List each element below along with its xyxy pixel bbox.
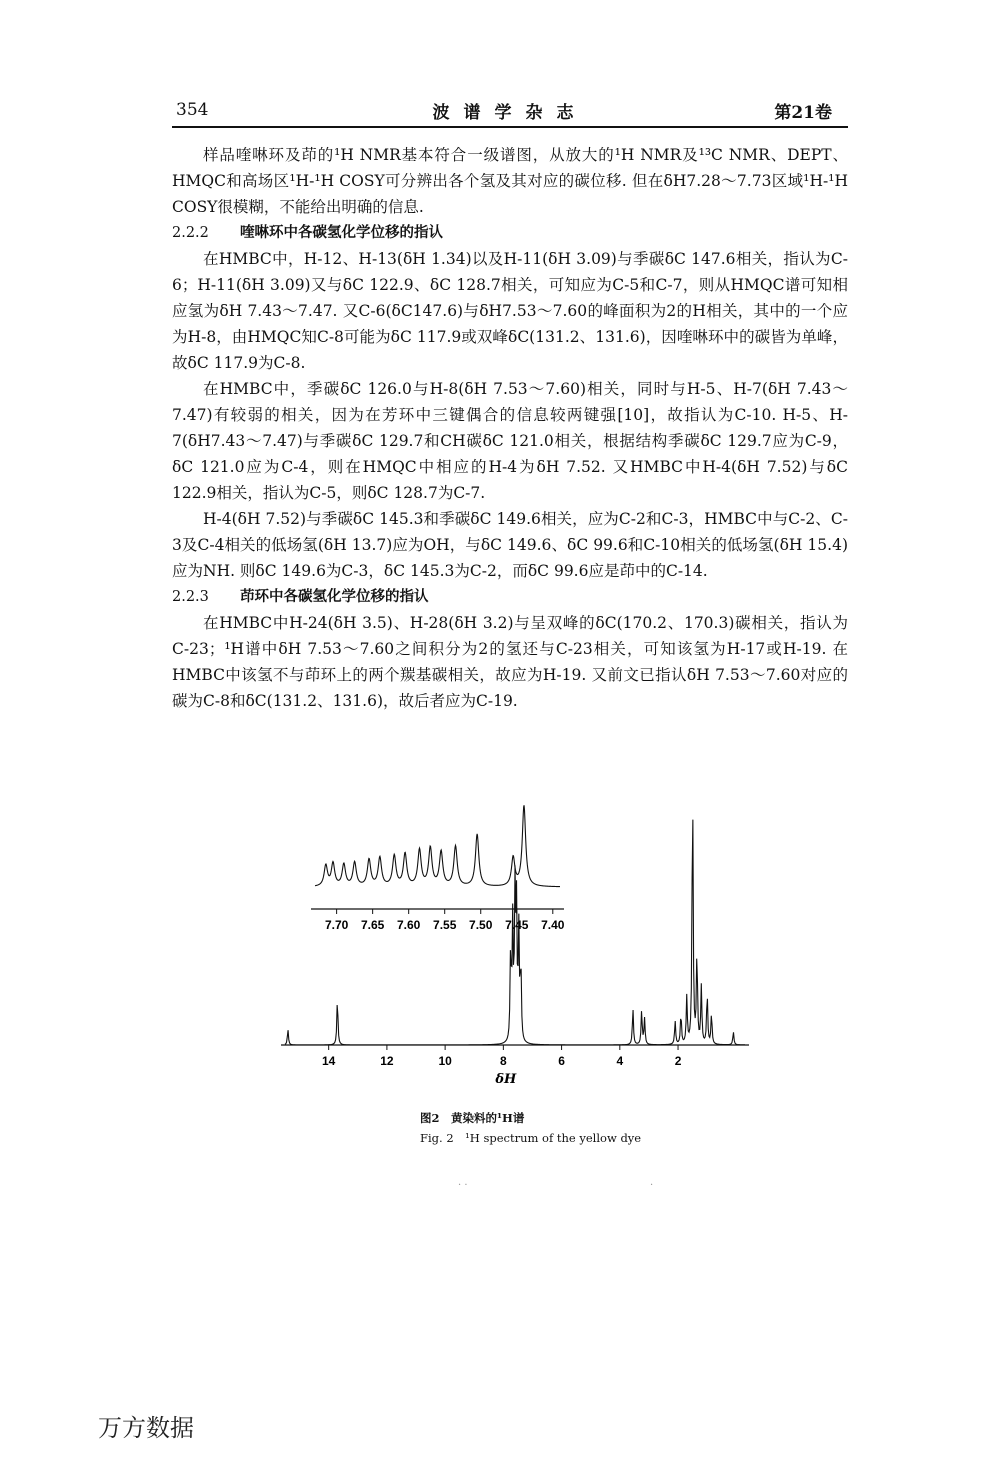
paragraph: 在HMBC中，季碳δC 126.0与H-8(δH 7.53～7.60)相关，同时与H-5、H-7(δH 7.43～7.47)有较弱的相关，因为在芳环中三键偶合的信息较两键强[10]，故指认为C-10. H-5、H-7(δH7.43～7.47)与季碳δC 129.7和CH碳δC 121.0相关，根据结构季碳δC 129.7应为C-9，δC 121.0应为C-4，则在HMQC中相应的H-4为δH 7.52. 又HMBC中H-4(δH 7.52)与δC 122.9相关，指认为C-5，则δC 128.7为C-7. bbox=[172, 380, 848, 502]
section-number: 2.2.2 bbox=[172, 225, 209, 241]
paragraph: 样品喹啉环及茚的¹H NMR基本符合一级谱图，从放大的¹H NMR及¹³C NMR、DEPT、HMQC和高场区¹H-¹H COSY可分辨出各个氢及其对应的碳位移. 但在δH7.28～7.73区域¹H-¹H COSY很模糊，不能给出明确的信息. bbox=[172, 146, 848, 216]
paragraph: 在HMBC中H-24(δH 3.5)、H-28(δH 3.2)与呈双峰的δC(170.2、170.3)碳相关，指认为C-23；¹H谱中δH 7.53～7.60之间积分为2的氢还与C-23相关，可知该氢为H-17或H-19. 在HMBC中该氢不与茚环上的两个羰基碳相关，故应为H-19. 又前文已指认δH 7.53～7.60对应的碳为C-8和δC(131.2、131.6)，故后者应为C-19. bbox=[172, 614, 848, 710]
x-tick-label: 4 bbox=[616, 1054, 624, 1068]
x-axis-label: δH bbox=[495, 1072, 517, 1087]
paragraph: 在HMBC中，H-12、H-13(δH 1.34)以及H-11(δH 3.09)与季碳δC 147.6相关，指认为C-6；H-11(δH 3.09)又与δC 122.9、δC 128.7相关，可知应为C-5和C-7，则从HMQC谱可知相应氢为δH 7.43～7.47. 又C-6(δC147.6)与δH7.53～7.60的峰面积为2的H相关，其中的一个应为H-8，由HMQC知C-8可能为δC 117.9或双峰δC(131.2、131.6)，因喹啉环中的碳皆为单峰，故δC 117.9为C-8. bbox=[172, 250, 848, 372]
section-number: 2.2.3 bbox=[172, 589, 209, 605]
section-title: 喹啉环中各碳氢化学位移的指认 bbox=[240, 224, 443, 241]
section-heading bbox=[172, 220, 848, 246]
x-tick-label: 7.70 bbox=[324, 918, 349, 932]
section-title: 茚环中各碳氢化学位移的指认 bbox=[240, 588, 429, 605]
page-number: 354 bbox=[176, 100, 209, 120]
x-tick-label: 7.65 bbox=[360, 918, 385, 932]
journal-title: 波谱学杂志 bbox=[432, 103, 588, 123]
full-spectrum-plot bbox=[281, 820, 749, 1087]
x-tick-label: 7.50 bbox=[469, 918, 493, 932]
x-tick-label: 7.55 bbox=[433, 918, 457, 932]
x-tick-label: 7.45 bbox=[505, 918, 529, 932]
caption-english: Fig. 2 ¹H spectrum of the yellow dye bbox=[420, 1131, 642, 1145]
x-tick-label: 7.60 bbox=[396, 918, 421, 932]
x-tick-label: 2 bbox=[674, 1054, 682, 1068]
volume-label: 第21卷 bbox=[774, 103, 832, 123]
x-tick-label: 10 bbox=[438, 1054, 452, 1068]
paragraph: H-4(δH 7.52)与季碳δC 145.3和季碳δC 149.6相关，应为C-2和C-3，HMBC中与C-2、C-3及C-4相关的低场氢(δH 13.7)应为OH，与δC 149.6、δC 99.6和C-10相关的低场氢(δH 15.4)应为NH. 则δC 149.6为C-3，δC 145.3为C-2，而δC 99.6应是茚中的C-14. bbox=[172, 510, 848, 580]
x-tick-label: 14 bbox=[321, 1054, 336, 1068]
spectrum-trace bbox=[285, 820, 745, 1045]
figure-caption bbox=[420, 1108, 641, 1148]
watermark-text: 万方数据 bbox=[98, 1414, 194, 1442]
section-heading bbox=[172, 584, 848, 610]
x-tick-label: 12 bbox=[380, 1054, 394, 1068]
x-tick-label: 8 bbox=[500, 1054, 507, 1068]
x-tick-label: 6 bbox=[558, 1054, 565, 1068]
caption-chinese: 图2 黄染料的¹H谱 bbox=[420, 1111, 525, 1125]
body-text bbox=[172, 142, 848, 714]
expanded-region-plot bbox=[311, 805, 565, 932]
x-tick-label: 7.40 bbox=[541, 918, 565, 932]
running-header bbox=[172, 98, 848, 128]
spectrum-trace bbox=[315, 805, 560, 886]
nmr-spectrum-figure bbox=[265, 775, 765, 1087]
